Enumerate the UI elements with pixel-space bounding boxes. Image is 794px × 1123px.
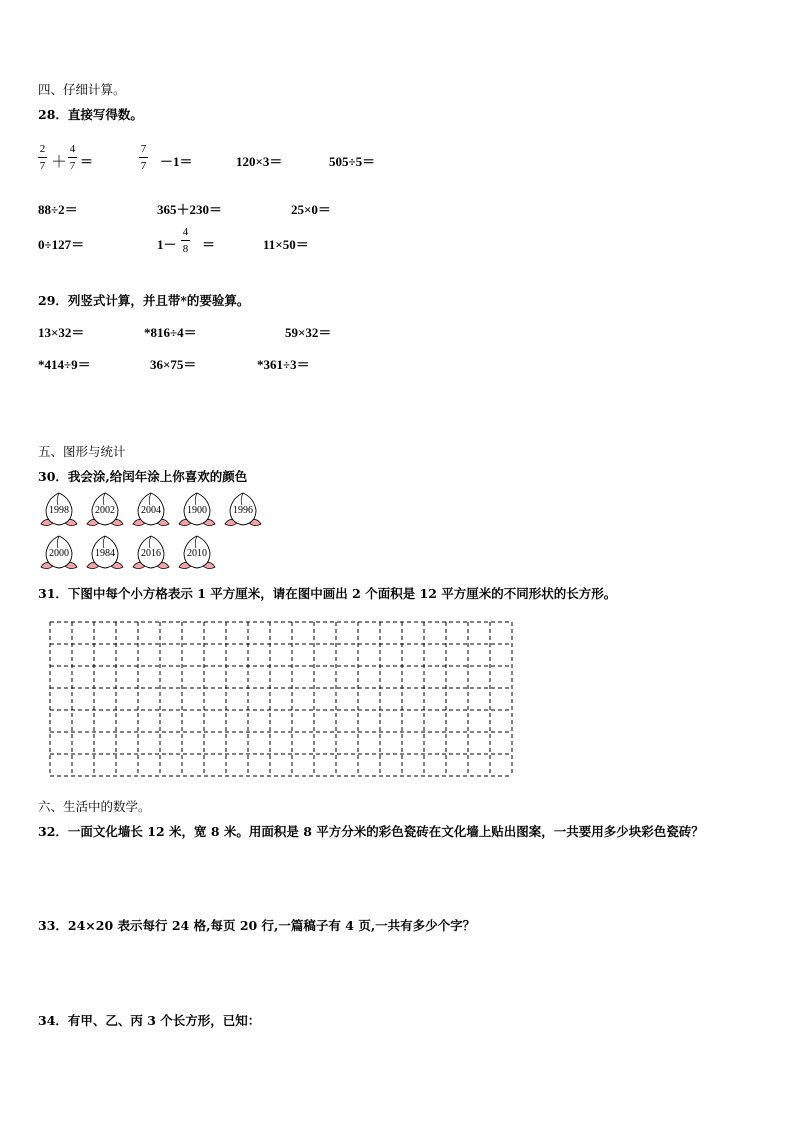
- expression-0div127: 0÷127＝: [38, 237, 85, 252]
- peach-year-label: 1900: [187, 505, 207, 516]
- fraction-denominator: 8: [182, 243, 189, 255]
- fraction-4-8: [181, 226, 190, 255]
- expression-120x3: 120×3＝: [236, 154, 283, 169]
- fraction-denominator: 7: [39, 160, 46, 172]
- peach-year-label: 2000: [49, 548, 69, 559]
- square-grid[interactable]: [49, 620, 515, 780]
- peach-1998[interactable]: [36, 490, 82, 530]
- plus-sign: ＋: [51, 152, 68, 171]
- expression-59x32: 59×32＝: [285, 325, 332, 340]
- fraction-bar: [139, 157, 148, 158]
- peach-1984[interactable]: [82, 533, 128, 573]
- peach-year-label: 1984: [95, 548, 115, 559]
- question-30-label: 30．我会涂,给闰年涂上你喜欢的颜色: [38, 469, 248, 484]
- expression-88div2: 88÷2＝: [38, 202, 78, 217]
- expression-13x32: 13×32＝: [38, 325, 85, 340]
- fraction-2-7: [38, 143, 47, 172]
- expression-816div4: *816÷4＝: [144, 325, 197, 340]
- fraction-denominator: 7: [69, 160, 76, 172]
- question-33-text: 33．24×20 表示每行 24 格,每页 20 行,一篇稿子有 4 页,一共有多少个字？: [38, 918, 476, 933]
- fraction-numerator: 4: [69, 143, 76, 155]
- fraction-numerator: 2: [39, 143, 46, 155]
- fraction-bar: [38, 157, 47, 158]
- expression-36x75: 36×75＝: [150, 357, 197, 372]
- fraction-4-7: [68, 143, 77, 172]
- peach-year-label: 1998: [49, 505, 69, 516]
- fraction-bar: [68, 157, 77, 158]
- fraction-numerator: 7: [140, 143, 147, 155]
- peach-2016[interactable]: [128, 533, 174, 573]
- expression-365plus230: 365＋230＝: [157, 202, 223, 217]
- peach-2000[interactable]: [36, 533, 82, 573]
- section-6-title: 六、生活中的数学。: [38, 799, 151, 814]
- peach-year-label: 2016: [141, 548, 161, 559]
- expression-25x0: 25×0＝: [291, 202, 331, 217]
- section-4-title: 四、仔细计算。: [38, 82, 126, 97]
- expression-505div5: 505÷5＝: [329, 154, 376, 169]
- peach-2004[interactable]: [128, 490, 174, 530]
- expression-11x50: 11×50＝: [263, 237, 309, 252]
- peach-year-label: 2010: [187, 548, 207, 559]
- section-5-title: 五、图形与统计: [38, 444, 126, 459]
- expression-1-minus: 1－: [157, 237, 177, 252]
- question-29-label: 29．列竖式计算，并且带*的要验算。: [38, 293, 250, 308]
- peach-year-label: 2002: [95, 505, 115, 516]
- question-32-text: 32．一面文化墙长 12 米，宽 8 米。用面积是 8 平方分米的彩色瓷砖在文化墙上贴出图案，一共要用多少块彩色瓷砖？: [38, 824, 704, 839]
- peach-year-label: 1996: [233, 505, 253, 516]
- question-28-label: 28．直接写得数。: [38, 107, 143, 122]
- fraction-bar: [181, 240, 190, 241]
- fraction-denominator: 7: [140, 160, 147, 172]
- equals-sign: ＝: [202, 237, 216, 252]
- question-34-text: 34．有甲、乙、丙 3 个长方形，已知：: [38, 1013, 261, 1028]
- peach-year-label: 2004: [141, 505, 161, 516]
- question-31-label: 31．下图中每个小方格表示 1 平方厘米，请在图中画出 2 个面积是 12 平方厘米的不同形状的长方形。: [38, 586, 617, 601]
- expression-414div9: *414÷9＝: [38, 357, 91, 372]
- peach-1996[interactable]: [220, 490, 266, 530]
- peach-2002[interactable]: [82, 490, 128, 530]
- fraction-7-7: [139, 143, 148, 172]
- peach-1900[interactable]: [174, 490, 220, 530]
- peach-2010[interactable]: [174, 533, 220, 573]
- expression-361div3: *361÷3＝: [257, 357, 310, 372]
- equals-sign: ＝: [80, 154, 94, 169]
- fraction-numerator: 4: [182, 226, 189, 238]
- expression-7-7-minus-1: －1＝: [160, 154, 193, 169]
